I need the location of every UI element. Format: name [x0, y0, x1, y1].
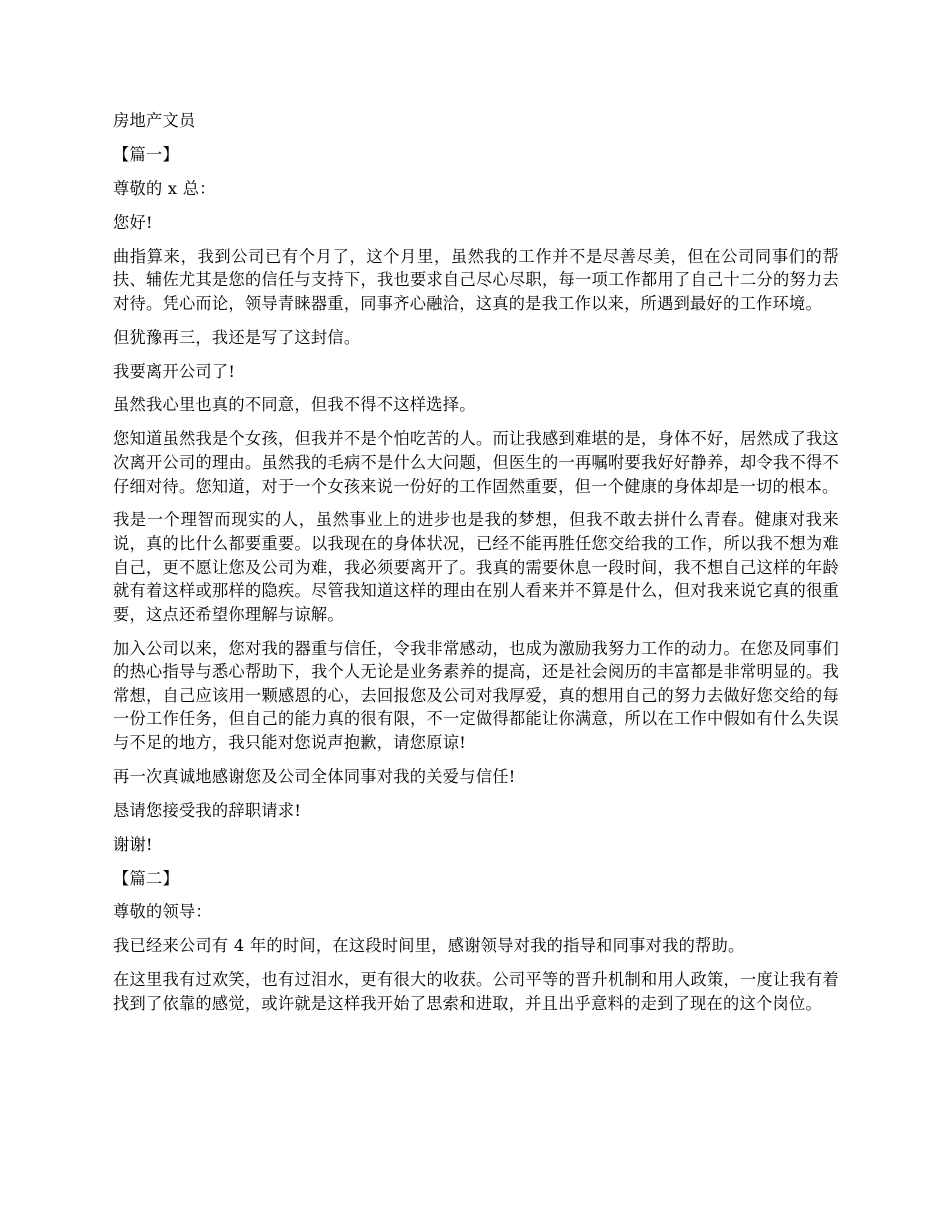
body-paragraph: 虽然我心里也真的不同意，但我不得不这样选择。 — [113, 395, 476, 415]
body-paragraph: 我是一个理智而现实的人，虽然事业上的进步也是我的梦想，但我不敢去拼什么青春。健康对我来说，真的比什么都要重要。以我现在的身体状况，已经不能再胜任您交给我的工作，所以我不想为难自己，更不愿让您及公司为难，我必须要离开了。我真的需要休息一段时间，我不想自己这样的年龄就有着这样或那样的隐疾。尽管我知道这样的理由在别人看来并不算是什么，但对我来说它真的很重要，这点还希望你理解与谅解。 — [113, 510, 839, 624]
body-paragraph: 我已经来公司有 4 年的时间，在这段时间里，感谢领导对我的指导和同事对我的帮助。 — [113, 936, 745, 956]
body-paragraph: 加入公司以来，您对我的器重与信任，令我非常感动，也成为激励我努力工作的动力。在您及同事们的热心指导与悉心帮助下，我个人无论是业务素养的提高，还是社会阅历的丰富都是非常明显的。我常想，自己应该用一颗感恩的心，去回报您及公司对我厚爱，真的想用自己的努力去做好您交给的每一份工作任务，但自己的能力真的很有限，不一定做得都能让你满意，所以在工作中假如有什么失误与不足的地方，我只能对您说声抱歉，请您原谅! — [113, 638, 839, 753]
body-paragraph: 但犹豫再三，我还是写了这封信。 — [113, 327, 361, 347]
closing: 谢谢! — [113, 834, 153, 854]
document-title: 房地产文员 — [113, 111, 196, 130]
body-paragraph: 再一次真诚地感谢您及公司全体同事对我的关爱与信任! — [113, 766, 516, 786]
document-page — [113, 109, 839, 1026]
body-paragraph: 恳请您接受我的辞职请求! — [113, 800, 302, 820]
section-heading: 【篇二】 — [113, 868, 179, 888]
salutation: 尊敬的领导： — [113, 902, 212, 922]
body-paragraph: 在这里我有过欢笑，也有过泪水，更有很大的收获。公司平等的晋升机制和用人政策，一度让我有着找到了依靠的感觉，或许就是这样我开始了思索和进取，并且出乎意料的走到了现在的这个岗位。 — [113, 970, 839, 1013]
greeting: 您好! — [113, 212, 153, 232]
section-heading: 【篇一】 — [113, 144, 179, 164]
body-paragraph: 我要离开公司了! — [113, 361, 236, 381]
body-paragraph: 您知道虽然我是个女孩，但我并不是个怕吃苦的人。而让我感到难堪的是，身体不好，居然成了我这次离开公司的理由。虽然我的毛病不是什么大问题，但医生的一再嘱咐要我好好静养，却令我不得不仔细对待。您知道，对于一个女孩来说一份好的工作固然重要，但一个健康的身体却是一切的根本。 — [113, 429, 839, 496]
salutation: 尊敬的 x 总： — [113, 178, 216, 198]
body-paragraph: 曲指算来，我到公司已有个月了，这个月里，虽然我的工作并不是尽善尽美，但在公司同事们的帮扶、辅佐尤其是您的信任与支持下，我也要求自己尽心尽职，每一项工作都用了自己十二分的努力去对待。凭心而论，领导青睐器重，同事齐心融洽，这真的是我工作以来，所遇到最好的工作环境。 — [113, 246, 839, 313]
